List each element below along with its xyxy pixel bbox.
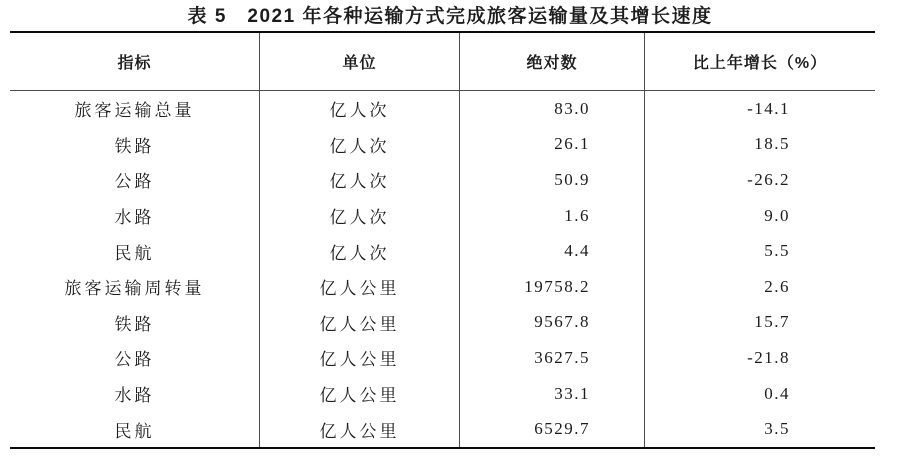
growth-value-cell: 18.5	[754, 134, 790, 154]
table-row	[10, 340, 875, 376]
table-title: 表 5 2021 年各种运输方式完成旅客运输量及其增长速度	[187, 6, 713, 27]
unit-cell: 亿人公里	[260, 376, 460, 412]
table-row	[10, 411, 875, 447]
indicator-cell: 水路	[10, 376, 260, 412]
absolute-value-cell: 19758.2	[460, 269, 645, 305]
statistics-table	[10, 31, 875, 449]
indicator-cell: 民航	[10, 233, 260, 269]
unit-cell: 亿人次	[260, 233, 460, 269]
indicator-cell: 旅客运输周转量	[10, 269, 260, 305]
indicator-cell: 公路	[10, 340, 260, 376]
table-row	[10, 269, 875, 305]
absolute-value-cell: 33.1	[460, 376, 645, 412]
unit-cell: 亿人次	[260, 162, 460, 198]
table-row	[10, 305, 875, 341]
table-row	[10, 162, 875, 198]
absolute-value-cell: 83.0	[460, 91, 645, 127]
unit-cell: 亿人公里	[260, 411, 460, 447]
table-header-row	[10, 33, 875, 91]
growth-value-cell: 5.5	[764, 241, 790, 261]
column-header-unit: 单位	[260, 33, 460, 90]
absolute-value-cell: 4.4	[460, 233, 645, 269]
growth-value-cell: 9.0	[764, 205, 790, 225]
absolute-value-cell: 1.6	[460, 198, 645, 234]
absolute-value-cell: 26.1	[460, 127, 645, 163]
unit-cell: 亿人次	[260, 127, 460, 163]
unit-cell: 亿人公里	[260, 269, 460, 305]
absolute-value-cell: 9567.8	[460, 305, 645, 341]
growth-value-cell: -21.8	[747, 347, 790, 367]
table-row	[10, 198, 875, 234]
growth-value-cell: 2.6	[764, 276, 790, 296]
growth-value-cell: 15.7	[754, 312, 790, 332]
table-row	[10, 233, 875, 269]
indicator-cell: 公路	[10, 162, 260, 198]
column-header-absolute: 绝对数	[460, 33, 645, 90]
indicator-cell: 水路	[10, 198, 260, 234]
unit-cell: 亿人次	[260, 198, 460, 234]
unit-cell: 亿人公里	[260, 305, 460, 341]
growth-value-cell: -14.1	[747, 98, 790, 118]
growth-value-cell: 0.4	[764, 383, 790, 403]
absolute-value-cell: 6529.7	[460, 411, 645, 447]
indicator-cell: 铁路	[10, 305, 260, 341]
unit-cell: 亿人公里	[260, 340, 460, 376]
table-row	[10, 376, 875, 412]
growth-value-cell: 3.5	[764, 419, 790, 439]
absolute-value-cell: 3627.5	[460, 340, 645, 376]
indicator-cell: 铁路	[10, 127, 260, 163]
indicator-cell: 旅客运输总量	[10, 91, 260, 127]
indicator-cell: 民航	[10, 411, 260, 447]
column-header-growth: 比上年增长（%）	[692, 55, 828, 72]
absolute-value-cell: 50.9	[460, 162, 645, 198]
unit-cell: 亿人次	[260, 91, 460, 127]
table-row	[10, 127, 875, 163]
column-header-indicator: 指标	[10, 33, 260, 90]
table-row	[10, 91, 875, 127]
growth-value-cell: -26.2	[747, 169, 790, 189]
